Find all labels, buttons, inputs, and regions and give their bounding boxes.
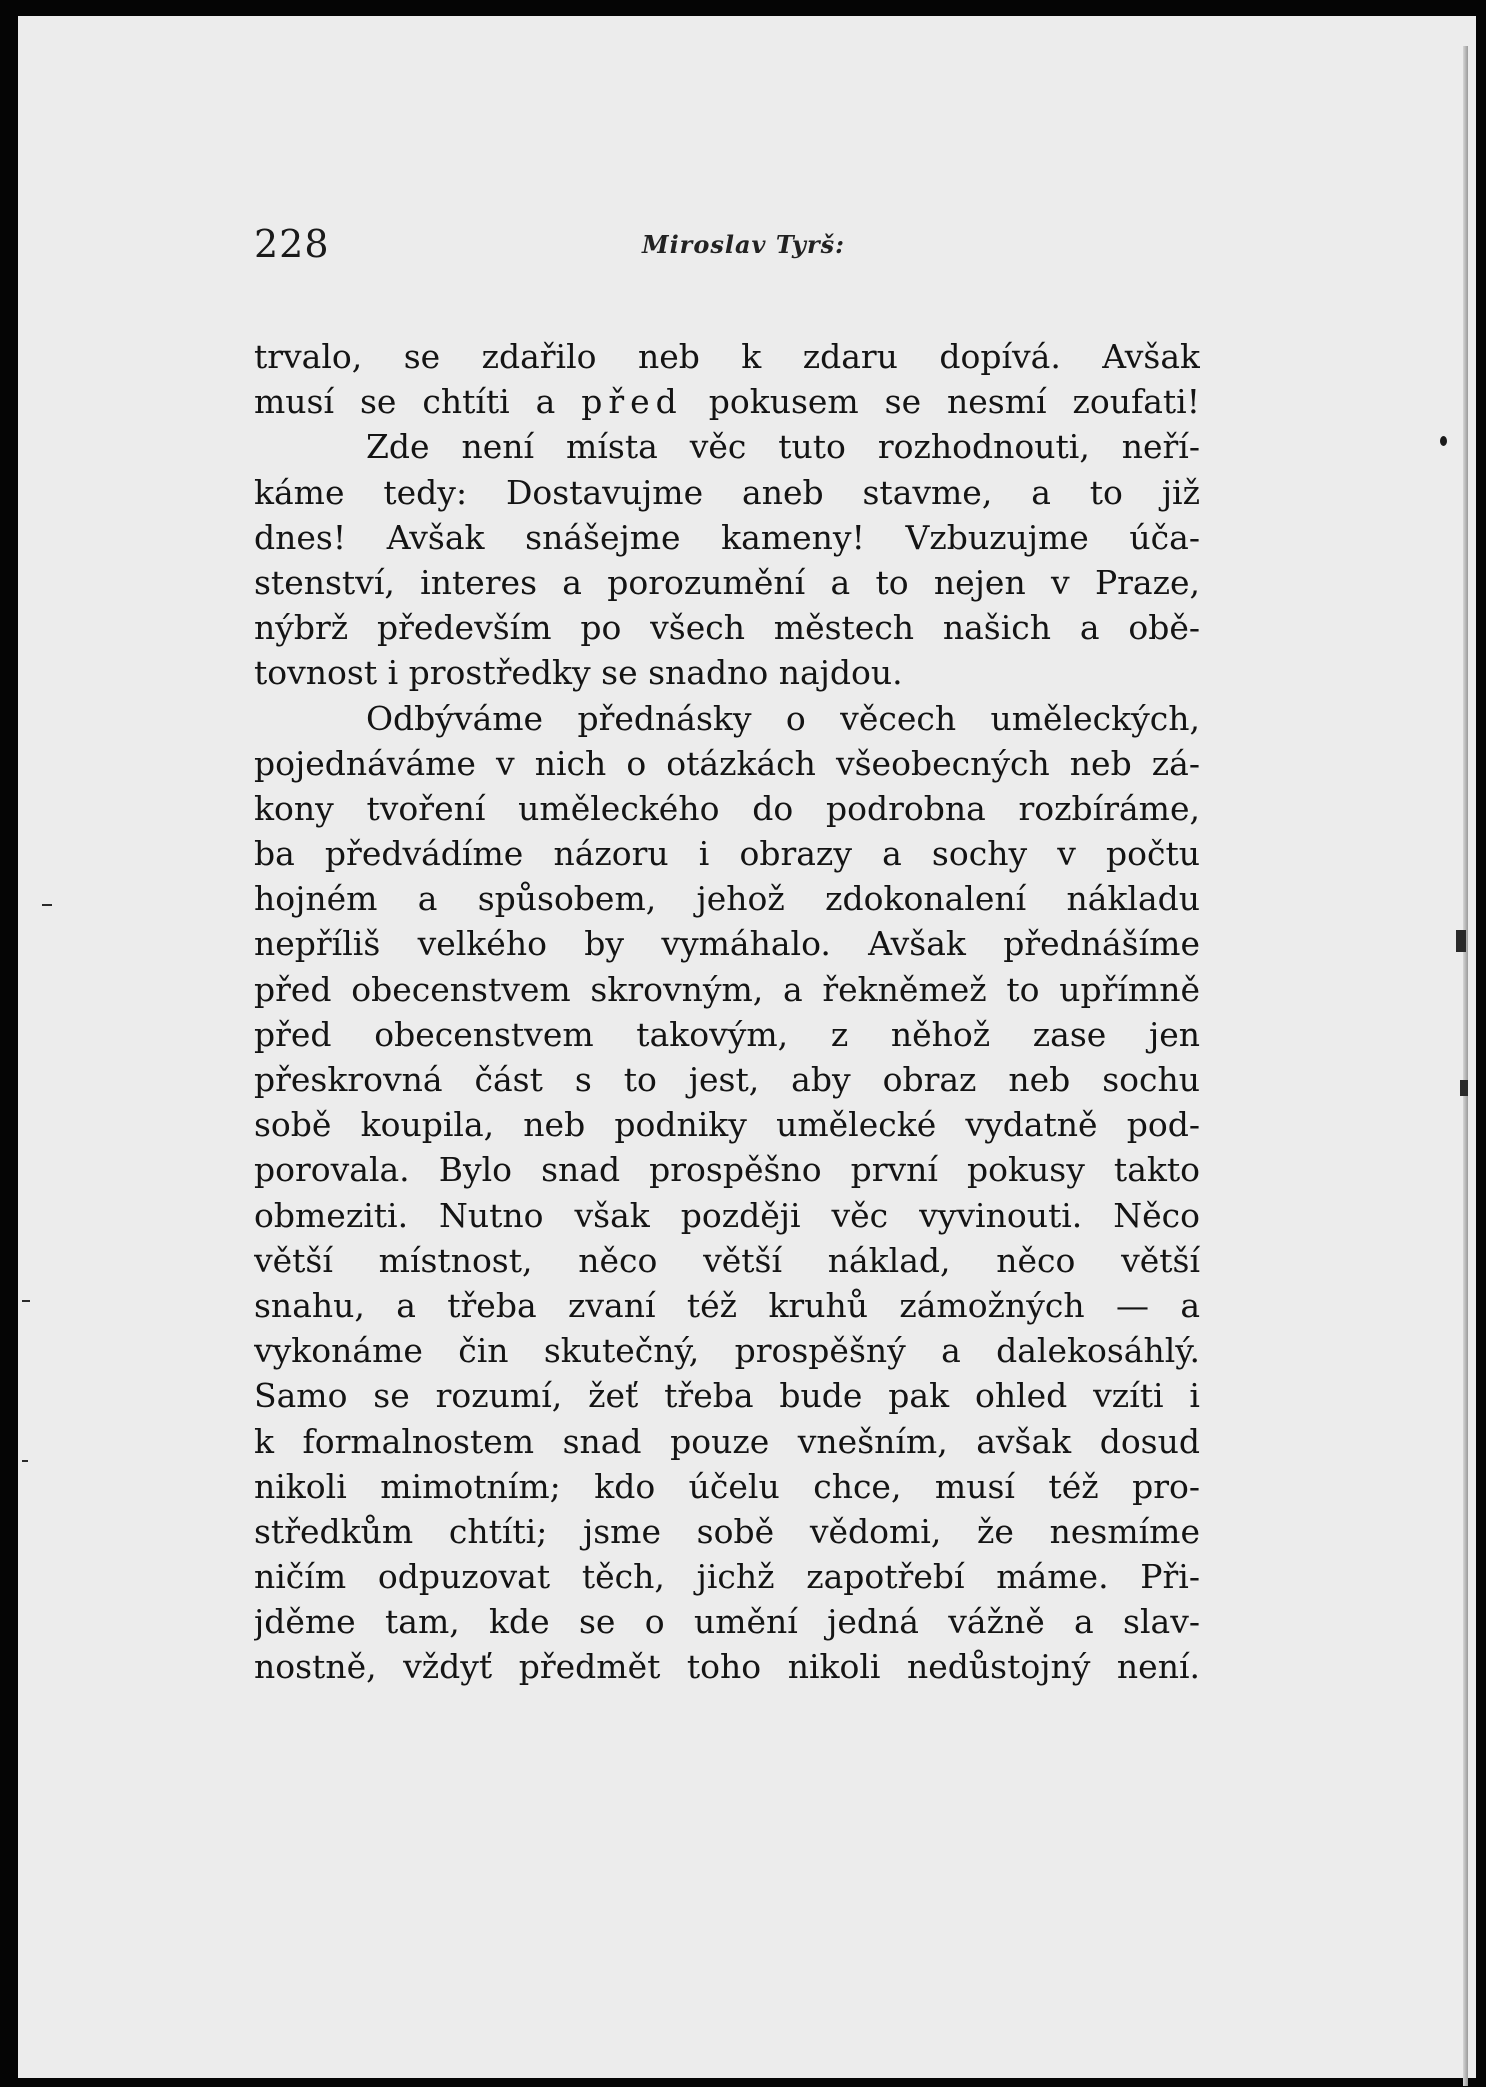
- body-text: [254, 334, 1200, 1690]
- text-line: snahu, a třeba zvaní též kruhů zámožných — a: [254, 1285, 1200, 1325]
- text-line: ba předvádíme názoru i obrazy a sochy v počtu: [254, 834, 1200, 874]
- text-line: pojednáváme v nich o otázkách všeobecných neb zá-: [254, 743, 1200, 783]
- text-line: tovnost i prostředky se snadno najdou.: [254, 653, 903, 693]
- emphasized-word: před: [581, 382, 683, 422]
- text-fragment: musí se chtíti a: [254, 382, 556, 422]
- page-edge: [1463, 46, 1468, 2086]
- text-line: trvalo, se zdařilo neb k zdaru dopívá. Avšak: [254, 337, 1200, 376]
- page-header: [254, 222, 1200, 282]
- text-line: obmeziti. Nutno však později věc vyvinouti. Něco: [254, 1195, 1200, 1235]
- scan-speck: [1460, 1080, 1468, 1096]
- text-line: před obecenstvem skrovným, a řekněmež to upřímně: [254, 969, 1200, 1009]
- text-line: sobě koupila, neb podniky umělecké vydatně pod-: [254, 1105, 1200, 1145]
- text-line: větší místnost, něco větší náklad, něco větší: [254, 1240, 1200, 1280]
- text-line: kony tvoření uměleckého do podrobna rozbíráme,: [254, 788, 1200, 828]
- running-head: Miroslav Tyrš:: [642, 230, 845, 259]
- text-line: jděme tam, kde se o umění jedná vážně a slav-: [254, 1602, 1200, 1642]
- text-line: Odbýváme přednásky o věcech uměleckých,: [366, 698, 1200, 738]
- text-line: hojném a spůsobem, jehož zdokonalení nákladu: [254, 879, 1200, 919]
- scan-speck: [22, 1460, 28, 1462]
- text-line: středkům chtíti; jsme sobě vědomi, že nesmíme: [254, 1511, 1200, 1551]
- scan-speck: [1440, 436, 1447, 446]
- text-line: k formalnostem snad pouze vnešním, avšak dosud: [254, 1421, 1200, 1461]
- scan-speck: [42, 904, 52, 906]
- text-line: vykonáme čin skutečný, prospěšný a dalekosáhlý.: [254, 1331, 1200, 1371]
- text-line: přeskrovná část s to jest, aby obraz neb sochu: [254, 1060, 1200, 1099]
- text-line: porovala. Bylo snad prospěšno první pokusy takto: [254, 1150, 1200, 1190]
- text-line: stenství, interes a porozumění a to nejen v Praze,: [254, 562, 1200, 602]
- text-line: ničím odpuzovat těch, jichž zapotřebí máme. Při-: [254, 1557, 1200, 1597]
- text-line: nikoli mimotním; kdo účelu chce, musí též pro-: [254, 1466, 1200, 1506]
- scan-speck: [22, 1300, 30, 1302]
- scan-speck: [1456, 930, 1466, 952]
- page-number: 228: [254, 222, 330, 266]
- text-line: před obecenstvem takovým, z něhož zase jen: [254, 1014, 1200, 1054]
- text-line: nýbrž především po všech městech našich a obě-: [254, 608, 1200, 648]
- text-fragment: pokusem se nesmí zoufati!: [708, 382, 1200, 422]
- text-line: [254, 379, 1200, 424]
- text-line: nepříliš velkého by vymáhalo. Avšak přednášíme: [254, 924, 1200, 964]
- text-line: Samo se rozumí, žeť třeba bude pak ohled vzíti i: [254, 1376, 1200, 1416]
- text-line: nostně, vždyť předmět toho nikoli nedůstojný není.: [254, 1647, 1200, 1687]
- text-line: Zde není místa věc tuto rozhodnouti, neří-: [366, 427, 1200, 467]
- text-line: káme tedy: Dostavujme aneb stavme, a to již: [254, 472, 1200, 512]
- text-line: dnes! Avšak snášejme kameny! Vzbuzujme úča-: [254, 517, 1200, 557]
